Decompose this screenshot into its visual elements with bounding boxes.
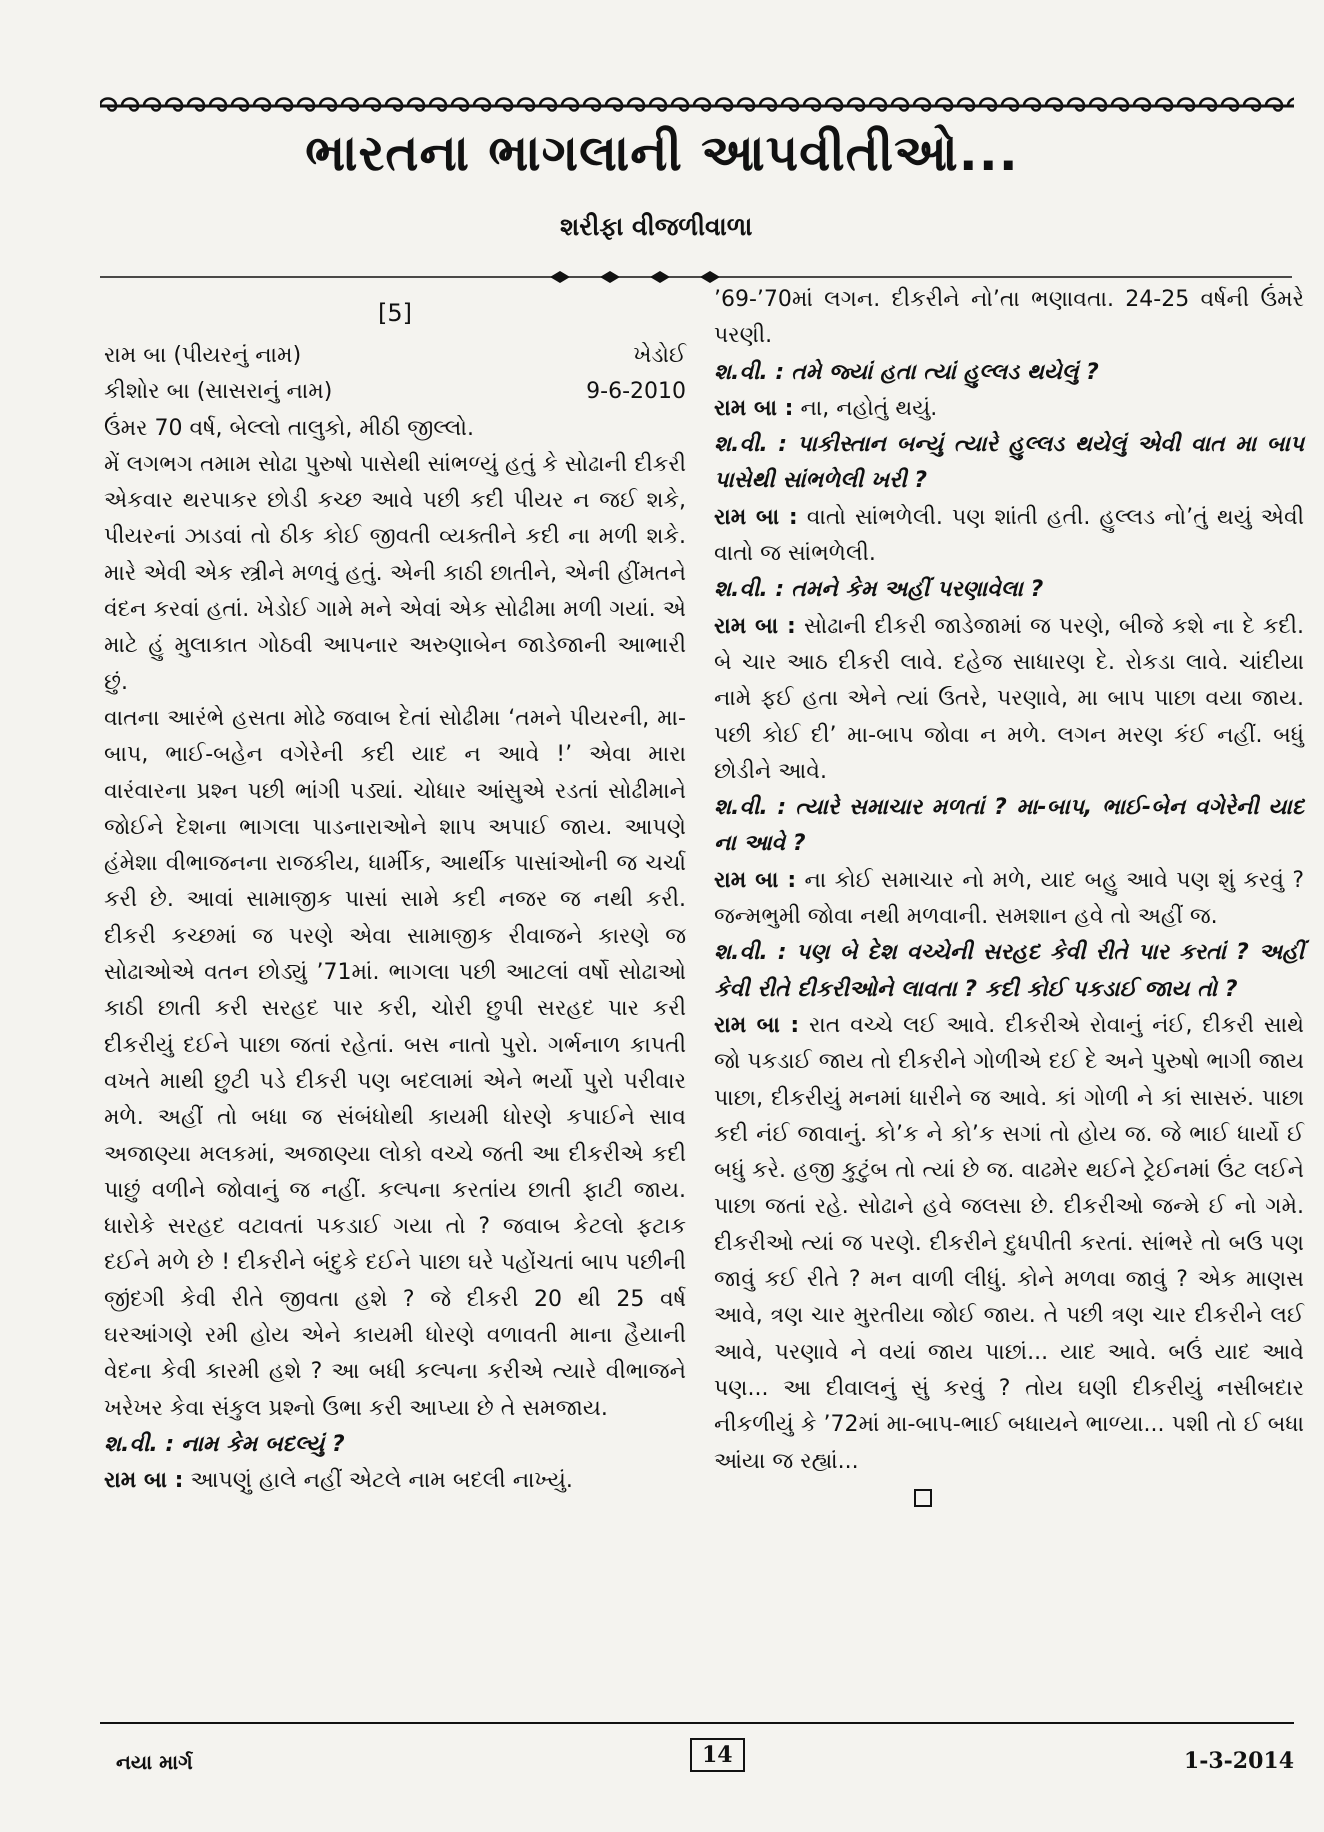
magazine-name: નયા માર્ગ (116, 1750, 193, 1774)
speaker-label: શ.વી. : (714, 577, 785, 603)
answer-text: આપણું હાલે નહીં એટલે નામ બદલી નાખ્યું. (190, 1468, 573, 1494)
speaker-label: રામ બા : (714, 395, 794, 421)
article-title: ભારતના ભાગલાની આપવીતીઓ... (305, 124, 1019, 182)
intro-line: ઉંમર 70 વર્ષ, બેલ્લો તાલુકો, મીઠી જીલ્લો. (104, 415, 474, 441)
speaker-label: શ.વી. : (714, 795, 787, 821)
body-paragraph: વાતના આરંભે હસતા મોઢે જવાબ દેતાં સોઢીમા ‘તમને પીયરની, મા-બાપ, ભાઈ-બહેન વગેરેની કદી યાદ ન આવે !’ એવા મારા વારંવારના પ્રશ્ન પછી ભાંગી પડ્યાં. ચોધાર આંસુએ રડતાં સોઢીમાને જોઈને દેશના ભાગલા પાડનારાઓને શાપ અપાઈ જાય. આપણે હંમેશા વીભાજનના રાજકીય, ધાર્મીક, આર્થીક પાસાંઓની જ ચર્ચા કરી છે. આવાં સામાજીક પાસાં સામે કદી નજર જ નથી કરી. દીકરી કચ્છમાં જ પરણે એવા સામાજીક રીવાજને કારણે જ સોઢાઓએ વતન છોડ્યું ’71માં. ભાગલા પછી આટલાં વર્ષો સોઢાઓ કાઠી છાતી કરી સરહદ પાર કરી, ચોરી છુપી સરહદ પાર કરી દીકરીયું દઈને પાછા જતાં રહેતાં. બસ નાતો પુરો. ગર્ભનાળ કાપતી વખતે માથી છુટી પડે દીકરી પણ બદલામાં એને ભર્યો પુરો પરીવાર મળે. અહીં તો બધા જ સંબંધોથી કાયમી ધોરણે કપાઈને સાવ અજાણ્યા મલકમાં, અજાણ્યા લોકો વચ્ચે જતી આ દીકરીએ કદી પાછું વળીને જોવાનું જ નહીં. કલ્પના કરતાંય છાતી ફાટી જાય. ધારોકે સરહદ વટાવતાં પકડાઈ ગયા તો ? જવાબ કેટલો ફટાક દઈને મળે છે ! દીકરીને બંદુકે દઈને પાછા ઘરે પહોંચતાં બાપ પછીની જીંદગી કેવી રીતે જીવતા હશે ? જે દીકરી 20 થી 25 વર્ષ ઘરઆંગણે રમી હોય એને કાયમી ધોરણે વળાવતી માના હૈયાની વેદના કેવી કારમી હશે ? આ બધી કલ્પના કરીએ ત્યારે વીભાજને ખરેખર કેવા સંકુલ પ્રશ્નો ઉભા કરી આપ્યા છે તે સમજાય. (104, 705, 686, 1421)
answer (714, 609, 1304, 790)
meta-row (104, 374, 686, 410)
end-mark-line (714, 1480, 1304, 1516)
question-text: ત્યારે સમાચાર મળતાં ? મા-બાપ, ભાઈ-બેન વગેરેની યાદ ના આવે ? (714, 795, 1304, 857)
question-text: તમે જ્યાં હતા ત્યાં હુલ્લડ થયેલું ? (791, 359, 1099, 385)
question (714, 572, 1304, 608)
speaker-label: રામ બા : (104, 1468, 184, 1494)
speaker-label: રામ બા : (714, 613, 796, 639)
answer (714, 500, 1304, 573)
body-paragraph: મેં લગભગ તમામ સોઢા પુરુષો પાસેથી સાંભળ્યું હતું કે સોઢાની દીકરી એકવાર થરપાકર છોડી કચ્છ આવે પછી કદી પીયર ન જઈ શકે, પીયરનાં ઝાડવાં તો ઠીક કોઈ જીવતી વ્યક્તીને કદી ના મળી શકે. મારે એવી એક સ્ત્રીને મળવું હતું. એની કાઠી છાતીને, એની હીંમતને વંદન કરવાં હતાં. ખેડોઈ ગામે મને એવાં એક સોઢીમા મળી ગયાં. એ માટે હું મુલાકાત ગોઠવી આપનાર અરુણાબેન જાડેજાની આભારી છું. (104, 451, 686, 695)
answer-text: સોઢાની દીકરી જાડેજામાં જ પરણે, બીજે કશે ના દે કદી. બે ચાર આઠ દીકરી લાવે. દહેજ સાધારણ દે. રોકડા લાવે. ચાંદીયા નામે ફઈ હતા એને ત્યાં ઉતરે, પરણાવે, મા બાપ પાછા વયા જાય. પછી કોઈ દી’ મા-બાપ જોવા ન મળે. લગન મરણ કંઈ નહીં. બધું છોડીને આવે. (714, 613, 1305, 784)
speaker-label: રામ બા : (714, 504, 798, 530)
question-text: પણ બે દેશ વચ્ચેની સરહદ કેવી રીતે પાર કરતાં ? અહીં કેવી રીતે દીકરીઓને લાવતા ? કદી કોઈ પકડાઈ જાય તો ? (714, 940, 1304, 1002)
footer-rule (100, 1722, 1294, 1724)
answer-text: રાત વચ્ચે લઈ આવે. દીકરીએ રોવાનું નંઈ, દીકરી સાથે જો પકડાઈ જાય તો દીકરીને ગોળીએ દઈ દે અને પુરુષો ભાગી જાય પાછા, દીકરીયું મનમાં ધારીને જ આવે. કાં ગોળી ને કાં સાસરું. પાછા કદી નંઈ જાવાનું. કો’ક ને કો’ક સગાં તો હોય જ. જે ભાઈ ધાર્યો ઈ બધું કરે. હજી કુટુંબ તો ત્યાં છે જ. વાઢમેર થઈને ટ્રેઈનમાં ઉંટ લઈને પાછા જતાં રહે. સોઢાને હવે જલસા છે. દીકરીઓ જન્મે ઈ નો ગમે. દીકરીઓ ત્યાં જ પરણે. દીકરીને દુધપીતી કરતાં. સાંભરે તો બઉ પણ જાવું કઈ રીતે ? મન વાળી લીધું. કોને મળવા જાવું ? એક માણસ આવે, ત્રણ ચાર મુરતીયા જોઈ જાય. તે પછી ત્રણ ચાર દીકરીને લઈ આવે, પરણાવે ને વયાં જાય પાછાં... યાદ આવે. બઉં યાદ આવે પણ... આ દીવાલનું સું કરવું ? તોય ઘણી દીકરીયું નસીબદાર નીકળીયું કે ’72માં મા-બાપ-ભાઈ બધાયને ભાળ્યા... પશી તો ઈ બધા આંયા જ રહ્યાં... (714, 1012, 1305, 1474)
meta-name: કીશોર બા (સાસરાનું નામ) (104, 379, 333, 405)
article-author: શરીફા વીજળીવાળા (560, 212, 753, 241)
left-column (104, 290, 686, 1500)
section-number: [5] (378, 299, 412, 327)
answer (714, 1008, 1304, 1480)
speaker-label: શ.વી. : (714, 940, 787, 966)
answer-text: ના કોઈ સમાચાર નો મળે, યાદ બહુ આવે પણ શું કરવું ? જન્મભુમી જોવા નથી મળવાની. સમશાન હવે તો અહીં જ. (714, 867, 1304, 930)
question (714, 355, 1304, 391)
speaker-label: રામ બા : (714, 867, 797, 893)
question (714, 790, 1304, 863)
answer-text: વાતો સાંભળેલી. પણ શાંતી હતી. હુલ્લડ નો’તું થયું એવી વાતો જ સાંભળેલી. (714, 504, 1304, 567)
decorative-top-border (100, 84, 1294, 128)
issue-date: 1-3-2014 (1183, 1748, 1294, 1774)
speaker-label: શ.વી. : (714, 359, 785, 385)
question-text: તમને કેમ અહીં પરણાવેલા ? (791, 577, 1044, 603)
meta-row (104, 338, 686, 374)
speaker-label: શ.વી. : (104, 1431, 175, 1457)
answer (714, 391, 1304, 427)
right-column (714, 282, 1304, 1516)
meta-place: ખેડોઈ (633, 343, 686, 368)
answer-text: ના, નહોતું થયું. (800, 395, 938, 421)
end-of-article-icon (914, 1489, 932, 1507)
speaker-label: રામ બા : (714, 1012, 800, 1038)
question (104, 1427, 686, 1463)
question-text: નામ કેમ બદલ્યું ? (181, 1431, 345, 1457)
page-number: 14 (690, 1738, 745, 1772)
body-paragraph: ’69-’70માં લગન. દીકરીને નો’તા ભણાવતા. 24-25 વર્ષની ઉંમરે પરણી. (714, 287, 1304, 349)
question (714, 427, 1304, 500)
answer (714, 863, 1304, 936)
meta-name: રામ બા (પીયરનું નામ) (104, 343, 302, 368)
question-text: પાકીસ્તાન બન્યું ત્યારે હુલ્લડ થયેલું એવી વાત મા બાપ પાસેથી સાંભળેલી ખરી ? (714, 432, 1304, 494)
meta-date: 9-6-2010 (586, 379, 686, 405)
speaker-label: શ.વી. : (714, 432, 788, 458)
interview-qa (714, 355, 1304, 1480)
answer (104, 1463, 686, 1499)
question (714, 935, 1304, 1008)
